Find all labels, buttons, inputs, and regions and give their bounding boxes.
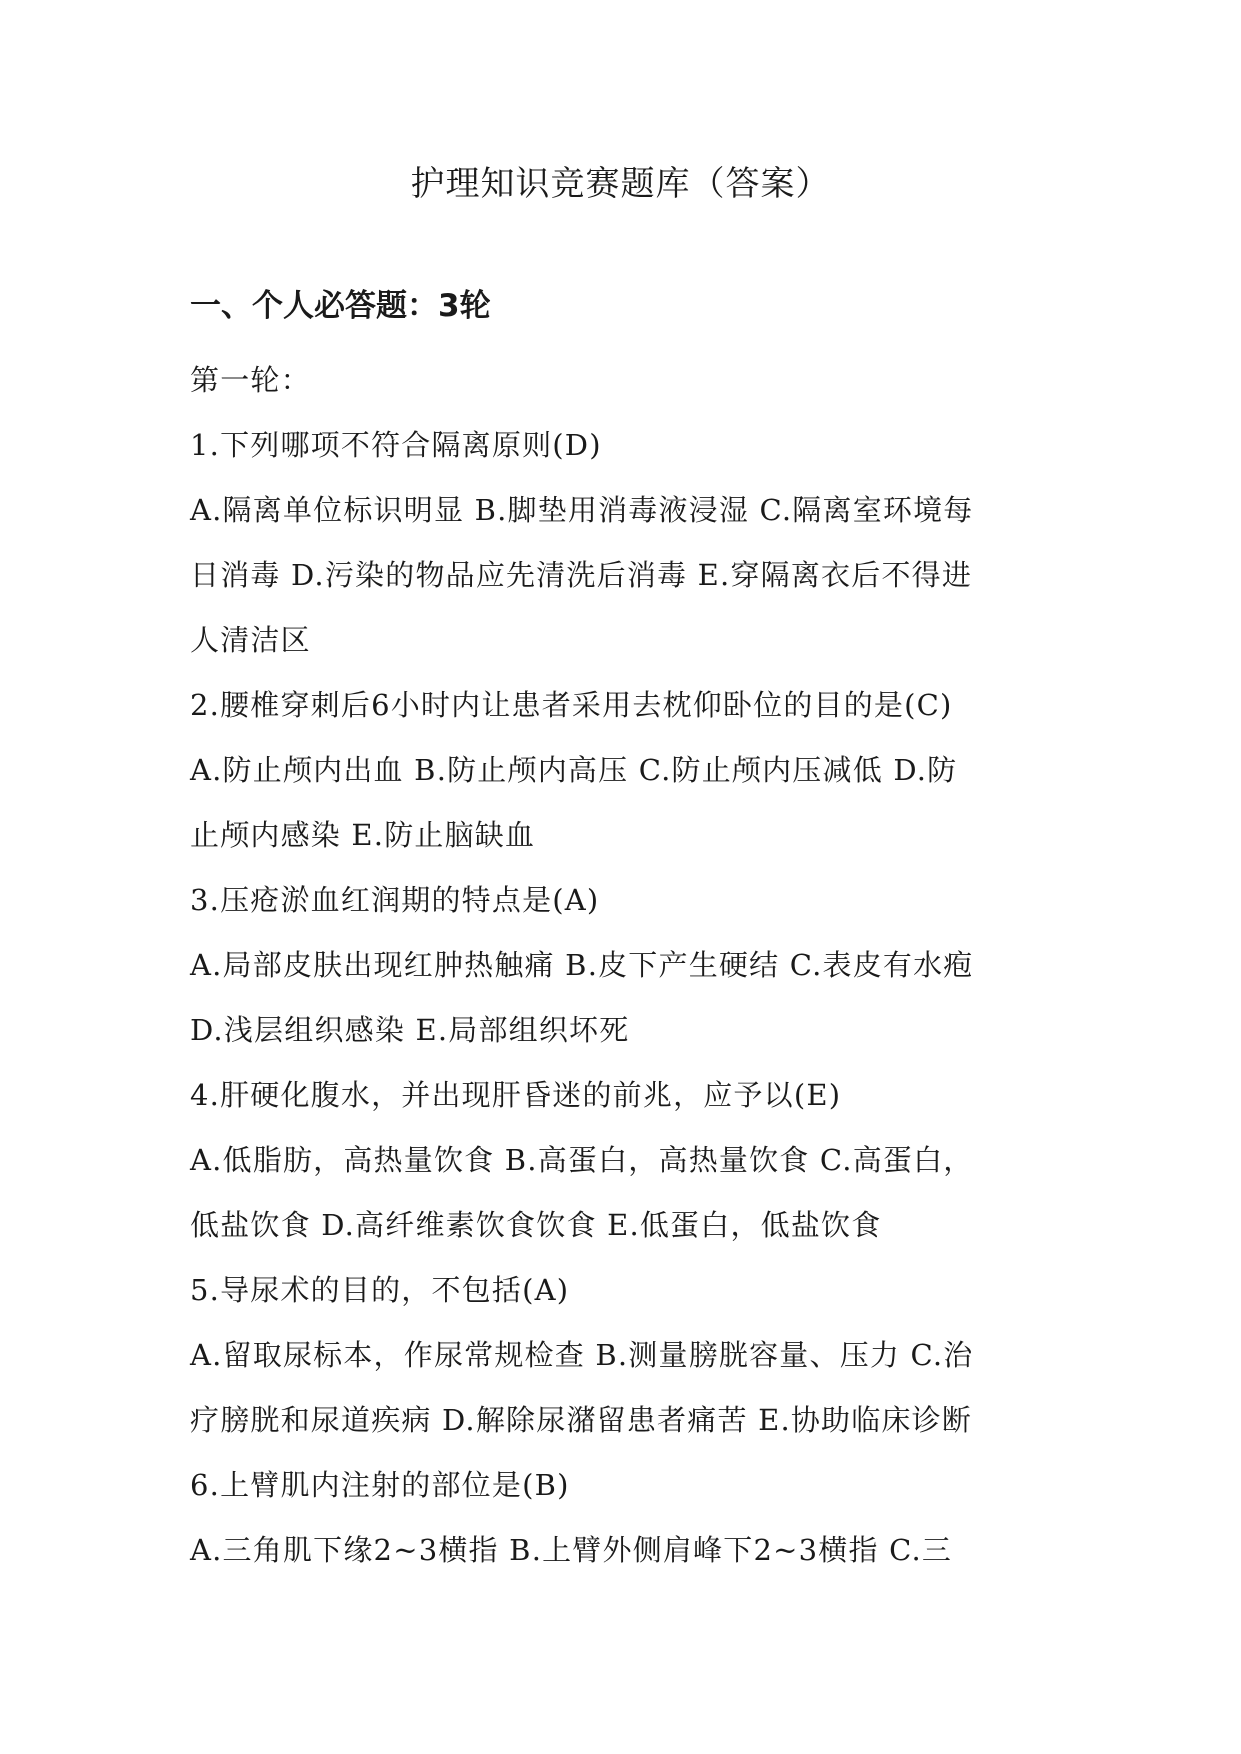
- text-line: 止颅内感染 E.防止脑缺血: [190, 818, 536, 852]
- text-line: 2.腰椎穿刺后6小时内让患者采用去枕仰卧位的目的是(C): [190, 688, 953, 722]
- text-line: A.隔离单位标识明显 B.脚垫用消毒液浸湿 C.隔离室环境每: [190, 493, 974, 527]
- text-line: 3.压疮淤血红润期的特点是(A): [190, 883, 600, 917]
- text-line: D.浅层组织感染 E.局部组织坏死: [190, 1013, 630, 1047]
- round-label: 第一轮：: [190, 363, 311, 397]
- text-line: 低盐饮食 D.高纤维素饮食饮食 E.低蛋白，低盐饮食: [190, 1208, 882, 1242]
- text-line: 4.肝硬化腹水，并出现肝昏迷的前兆，应予以(E): [190, 1078, 842, 1112]
- section-heading: 一、个人必答题：3轮: [190, 288, 491, 324]
- page-title: 护理知识竞赛题库（答案）: [410, 164, 831, 204]
- text-line: A.防止颅内出血 B.防止颅内高压 C.防止颅内压减低 D.防: [190, 753, 958, 787]
- text-line: 1.下列哪项不符合隔离原则(D): [190, 428, 602, 462]
- document-body: [190, 348, 1070, 1583]
- text-line: 人清洁区: [190, 623, 311, 657]
- text-line: A.低脂肪，高热量饮食 B.高蛋白，高热量饮食 C.高蛋白，: [190, 1143, 974, 1177]
- text-line: A.局部皮肤出现红肿热触痛 B.皮下产生硬结 C.表皮有水疱: [190, 948, 974, 982]
- text-line: 6.上臂肌内注射的部位是(B): [190, 1468, 570, 1502]
- text-line: A.留取尿标本，作尿常规检查 B.测量膀胱容量、压力 C.治: [190, 1338, 974, 1372]
- text-line: A.三角肌下缘2~3横指 B.上臂外侧肩峰下2~3横指 C.三: [190, 1533, 953, 1567]
- text-line: 疗膀胱和尿道疾病 D.解除尿潴留患者痛苦 E.协助临床诊断: [190, 1403, 973, 1437]
- text-line: 日消毒 D.污染的物品应先清洗后消毒 E.穿隔离衣后不得进: [190, 558, 973, 592]
- text-line: 5.导尿术的目的，不包括(A): [190, 1273, 570, 1307]
